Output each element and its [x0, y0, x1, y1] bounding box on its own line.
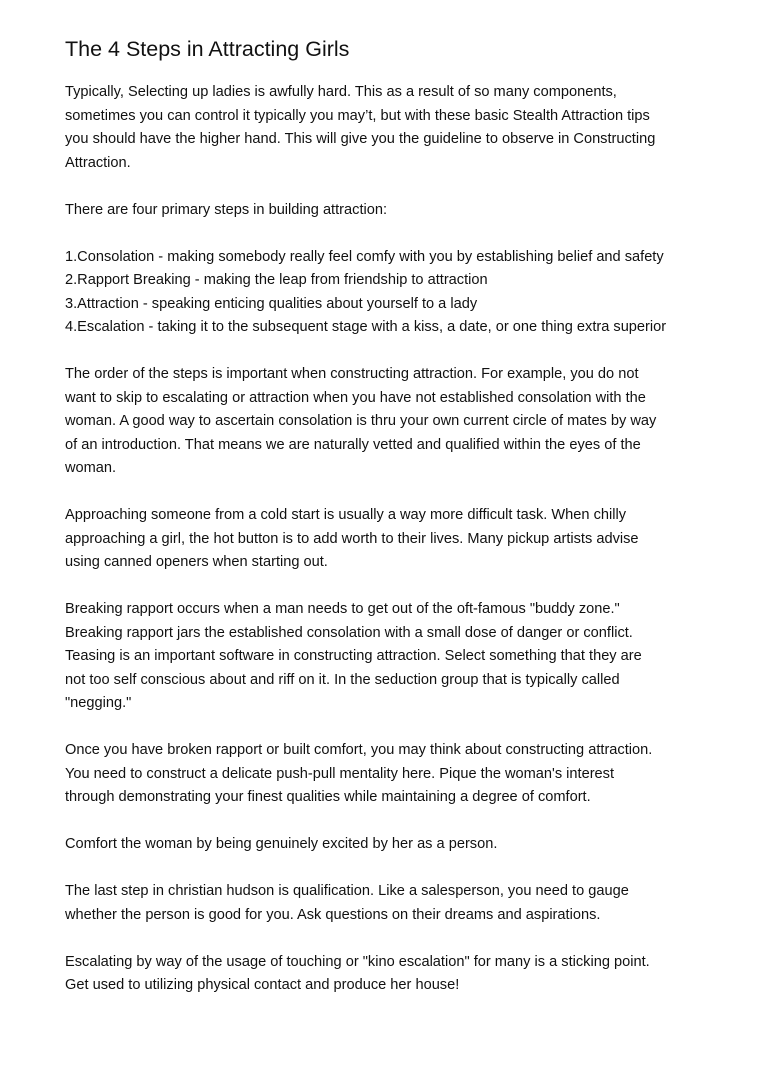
text-line: The order of the steps is important when constructing attraction. For example, you do not [65, 366, 639, 382]
text-line: Attraction. [65, 154, 131, 171]
comfort-paragraph [65, 833, 755, 857]
text-line: using canned openers when starting out. [65, 554, 328, 570]
text-line: Get used to utilizing physical contact and produce her house! [65, 977, 460, 993]
text-line: You need to construct a delicate push-pull mentality here. Pique the woman's interest [65, 765, 615, 782]
text-line: of an introduction. That means we are naturally vetted and qualified within the eyes of the [65, 436, 641, 453]
text-line: woman. [65, 460, 117, 476]
text-line: not too self conscious about and riff on it. In the seduction group that is typically called [65, 671, 620, 688]
text-line: through demonstrating your finest qualities while maintaining a degree of comfort. [65, 789, 591, 805]
breaking-rapport-paragraph [65, 598, 755, 716]
list-item: 2.Rapport Breaking - making the leap from friendship to attraction [65, 272, 488, 288]
steps-intro-paragraph [65, 199, 755, 223]
approaching-paragraph [65, 504, 755, 575]
steps-list [65, 246, 755, 340]
text-line: There are four primary steps in building attraction: [65, 201, 388, 218]
text-line: Typically, Selecting up ladies is awfully hard. This as a result of so many components, [65, 84, 617, 100]
broken-rapport-paragraph [65, 739, 755, 810]
escalating-paragraph [65, 951, 755, 998]
text-line: want to skip to escalating or attraction when you have not established consolation with the [65, 389, 646, 406]
document-content [65, 35, 755, 1021]
text-line: you should have the higher hand. This will give you the guideline to observe in Constructing [65, 131, 656, 147]
text-line: woman. A good way to ascertain consolation is thru your own current circle of mates by way [65, 413, 657, 429]
text-line: sometimes you can control it typically you may’t, but with these basic Stealth Attraction tips [65, 107, 650, 124]
text-line: Breaking rapport jars the established consolation with a small dose of danger or conflict. [65, 624, 633, 641]
order-paragraph [65, 363, 755, 481]
text-line: Escalating by way of the usage of touching or "kino escalation" for many is a sticking point. [65, 953, 650, 970]
intro-paragraph [65, 81, 755, 175]
text-line: "negging." [65, 695, 132, 711]
list-item: 3.Attraction - speaking enticing qualities about yourself to a lady [65, 295, 478, 312]
text-line: approaching a girl, the hot button is to add worth to their lives. Many pickup artists advise [65, 530, 639, 547]
text-line: Approaching someone from a cold start is usually a way more difficult task. When chilly [65, 507, 627, 523]
last-step-paragraph [65, 880, 755, 927]
text-line: Comfort the woman by being genuinely excited by her as a person. [65, 836, 498, 852]
text-line: The last step in christian hudson is qualification. Like a salesperson, you need to gauge [65, 883, 629, 899]
text-line: Teasing is an important software in constructing attraction. Select something that they are [65, 648, 642, 664]
text-line: whether the person is good for you. Ask questions on their dreams and aspirations. [65, 906, 601, 923]
document-title: The 4 Steps in Attracting Girls [65, 37, 350, 61]
list-item: 1.Consolation - making somebody really feel comfy with you by establishing belief and safety [65, 248, 664, 265]
text-line: Once you have broken rapport or built comfort, you may think about constructing attraction. [65, 742, 653, 758]
list-item: 4.Escalation - taking it to the subsequent stage with a kiss, a date, or one thing extra superior [65, 319, 667, 335]
text-line: Breaking rapport occurs when a man needs to get out of the oft-famous "buddy zone." [65, 601, 620, 617]
